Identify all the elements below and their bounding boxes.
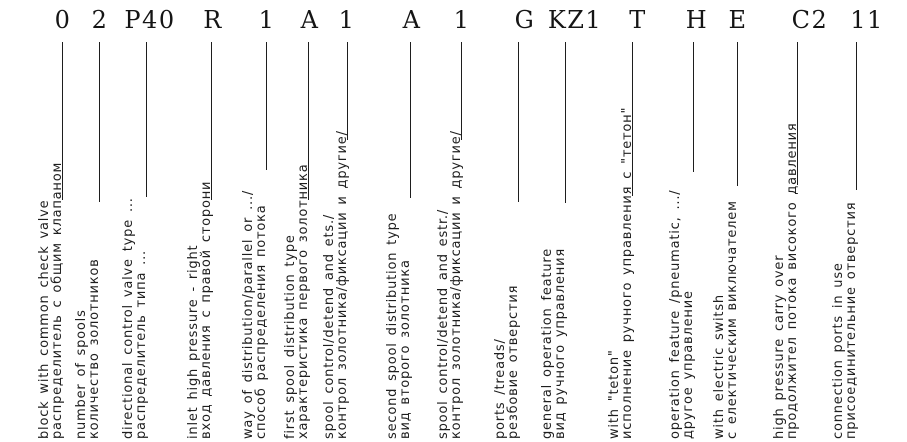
segment-label — [122, 197, 148, 439]
segment-label-en: second spool distribution type — [385, 212, 400, 439]
code-label: T — [629, 6, 647, 34]
segment-label-ru: продолжител потока високого давления — [785, 122, 800, 439]
segment-label — [75, 258, 101, 439]
segment-label-ru: вид ручного управления — [553, 248, 568, 439]
code-label: A — [402, 6, 422, 34]
segment-label-ru: количество золотников — [87, 258, 102, 439]
code-label: 1 — [258, 6, 276, 34]
code-label: C2 — [791, 6, 829, 34]
segment-label-en: directional control valve type ... — [121, 197, 136, 439]
segment-label — [541, 248, 567, 439]
leader-line — [99, 42, 100, 202]
segment-label-en: ports /treads/ — [493, 338, 508, 439]
segment-label-en: general operation feature — [540, 247, 555, 439]
segment-label — [242, 190, 268, 439]
segment-label — [669, 190, 695, 439]
leader-line — [461, 42, 462, 140]
segment-label — [713, 200, 739, 439]
code-label: G — [514, 6, 536, 34]
segment-label — [494, 285, 520, 439]
segment-label — [187, 181, 213, 439]
leader-line — [347, 42, 348, 140]
segment-label-en: inlet high pressure - right — [186, 244, 201, 439]
segment-label-en: connection ports in use — [831, 262, 846, 439]
segment-label-ru: вход давления с правой сторони — [199, 180, 214, 439]
segment-label — [386, 213, 412, 439]
segment-label-en: way of distribution/parallel or .../ — [241, 189, 256, 439]
segment-label-ru: характеристика первого золотника — [296, 163, 311, 439]
segment-label-ru: контрол золотника/фиксации и другие/ — [335, 130, 350, 439]
code-label: 1 — [338, 6, 356, 34]
leader-line — [693, 42, 694, 172]
code-label: 11 — [850, 6, 884, 34]
segment-label-ru: контрол золотника/фиксации и другие/ — [449, 130, 464, 439]
code-label: P40 — [124, 6, 176, 34]
code-label: A — [300, 6, 320, 34]
leader-line — [266, 42, 267, 170]
segment-label-ru: резбовие отверстия — [506, 284, 521, 439]
leader-line — [211, 42, 212, 200]
segment-label-en: spool control/detend and ets./ — [322, 213, 337, 439]
leader-line — [856, 42, 857, 190]
segment-label — [773, 123, 799, 439]
code-label: 2 — [91, 6, 109, 34]
segment-label — [323, 130, 349, 439]
segment-label — [608, 107, 634, 439]
code-label: 1 — [453, 6, 471, 34]
segment-label — [437, 130, 463, 439]
segment-label — [38, 162, 64, 439]
segment-label-en: spool control/detend and estr./ — [436, 208, 451, 439]
segment-label-ru: вид второго золотника — [398, 259, 413, 439]
leader-line — [410, 42, 411, 198]
segment-label-en: block with common check valve — [37, 199, 52, 439]
code-label: KZ1 — [547, 6, 603, 34]
code-label: E — [728, 6, 748, 34]
leader-line — [565, 42, 566, 203]
segment-label-en: operation feature /pneumatic, .../ — [668, 189, 683, 439]
segment-label-ru: способ распределения потока — [254, 204, 269, 439]
segment-label-en: with electric switsh — [712, 294, 727, 439]
segment-label-en: with "teton" — [607, 349, 622, 439]
segment-label-en: number of spools — [74, 309, 89, 439]
code-label: 0 — [54, 6, 72, 34]
code-label: R — [203, 6, 223, 34]
leader-line — [518, 42, 519, 202]
leader-line — [737, 42, 738, 186]
segment-label-ru: распределитель с общим клапаном — [50, 161, 65, 439]
segment-label — [832, 202, 858, 439]
segment-label-ru: распределитель типа ... — [134, 250, 149, 439]
segment-label — [284, 164, 310, 439]
leader-line — [146, 42, 147, 197]
segment-label-en: high pressure carry over — [772, 254, 787, 439]
code-label: H — [685, 6, 709, 34]
segment-label-ru: присоединительние отверстия — [844, 201, 859, 439]
segment-label-ru: с електическим виключателем — [725, 200, 740, 439]
segment-label-ru: исполнение ручного управления с "тетон" — [620, 106, 635, 439]
segment-label-en: first spool distribution type — [283, 234, 298, 439]
segment-label-ru: другое управление — [681, 290, 696, 439]
